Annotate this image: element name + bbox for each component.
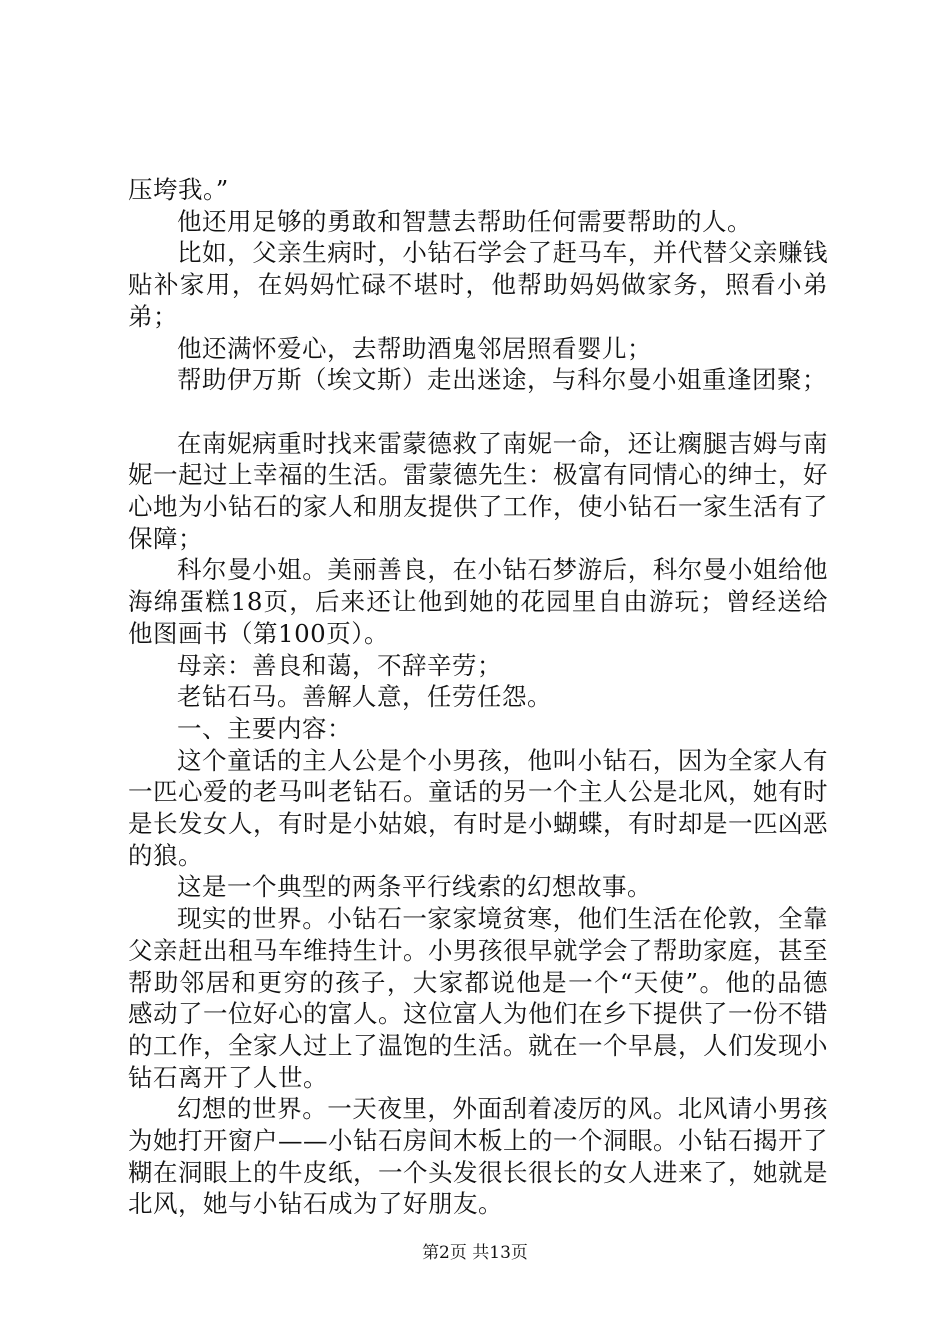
paragraph: 科尔曼小姐。美丽善良，在小钻石梦游后，科尔曼小姐给他海绵蛋糕18页，后来还让他到她的花园里自由游玩；曾经送给他图画书（第100页）。 — [128, 555, 828, 648]
paragraph: 母亲：善良和蔼，不辞辛劳； — [177, 650, 502, 680]
paragraph: 比如，父亲生病时，小钻石学会了赶马车，并代替父亲赚钱贴补家用，在妈妈忙碌不堪时，他帮助妈妈做家务，照看小弟弟； — [128, 238, 828, 331]
section-heading: 一、主要内容： — [177, 713, 352, 743]
paragraph: 现实的世界。小钻石一家家境贫寒，他们生活在伦敦，全靠父亲赶出租马车维持生计。小男孩很早就学会了帮助家庭，甚至帮助邻居和更穷的孩子，大家都说他是一个“天使”。他的品德感动了一位好心的富人。这位富人为他们在乡下提供了一份不错的工作，全家人过上了温饱的生活。就在一个早晨，人们发现小钻石离开了人世。 — [128, 904, 828, 1092]
paragraph: 压垮我。” — [128, 175, 229, 204]
paragraph: 幻想的世界。一天夜里，外面刮着凌厉的风。北风请小男孩为她打开窗户——小钻石房间木板上的一个洞眼。小钻石揭开了糊在洞眼上的牛皮纸，一个头发很长很长的女人进来了，她就是北风，她与小钻石成为了好朋友。 — [128, 1094, 828, 1219]
paragraph: 老钻石马。善解人意，任劳任怨。 — [177, 682, 552, 712]
paragraph: 这个童话的主人公是个小男孩，他叫小钻石，因为全家人有一匹心爱的老马叫老钻石。童话的另一个主人公是北风，她有时是长发女人，有时是小姑娘，有时是小蝴蝶，有时却是一匹凶恶的狼。 — [128, 745, 828, 870]
paragraph: 这是一个典型的两条平行线索的幻想故事。 — [177, 872, 652, 902]
paragraph: 帮助伊万斯（埃文斯）走出迷途，与科尔曼小姐重逢团聚； — [177, 365, 827, 395]
paragraph: 他还满怀爱心，去帮助酒鬼邻居照看婴儿； — [177, 333, 652, 363]
paragraph-spacer — [128, 396, 828, 428]
paragraph: 在南妮病重时找来雷蒙德救了南妮一命，还让瘸腿吉姆与南妮一起过上幸福的生活。雷蒙德先生：极富有同情心的绅士，好心地为小钻石的家人和朋友提供了工作，使小钻石一家生活有了保障； — [128, 428, 828, 553]
document-body — [128, 174, 828, 1220]
paragraph: 他还用足够的勇敢和智慧去帮助任何需要帮助的人。 — [177, 206, 752, 236]
page-number-footer: 第2页 共13页 — [422, 1243, 528, 1263]
